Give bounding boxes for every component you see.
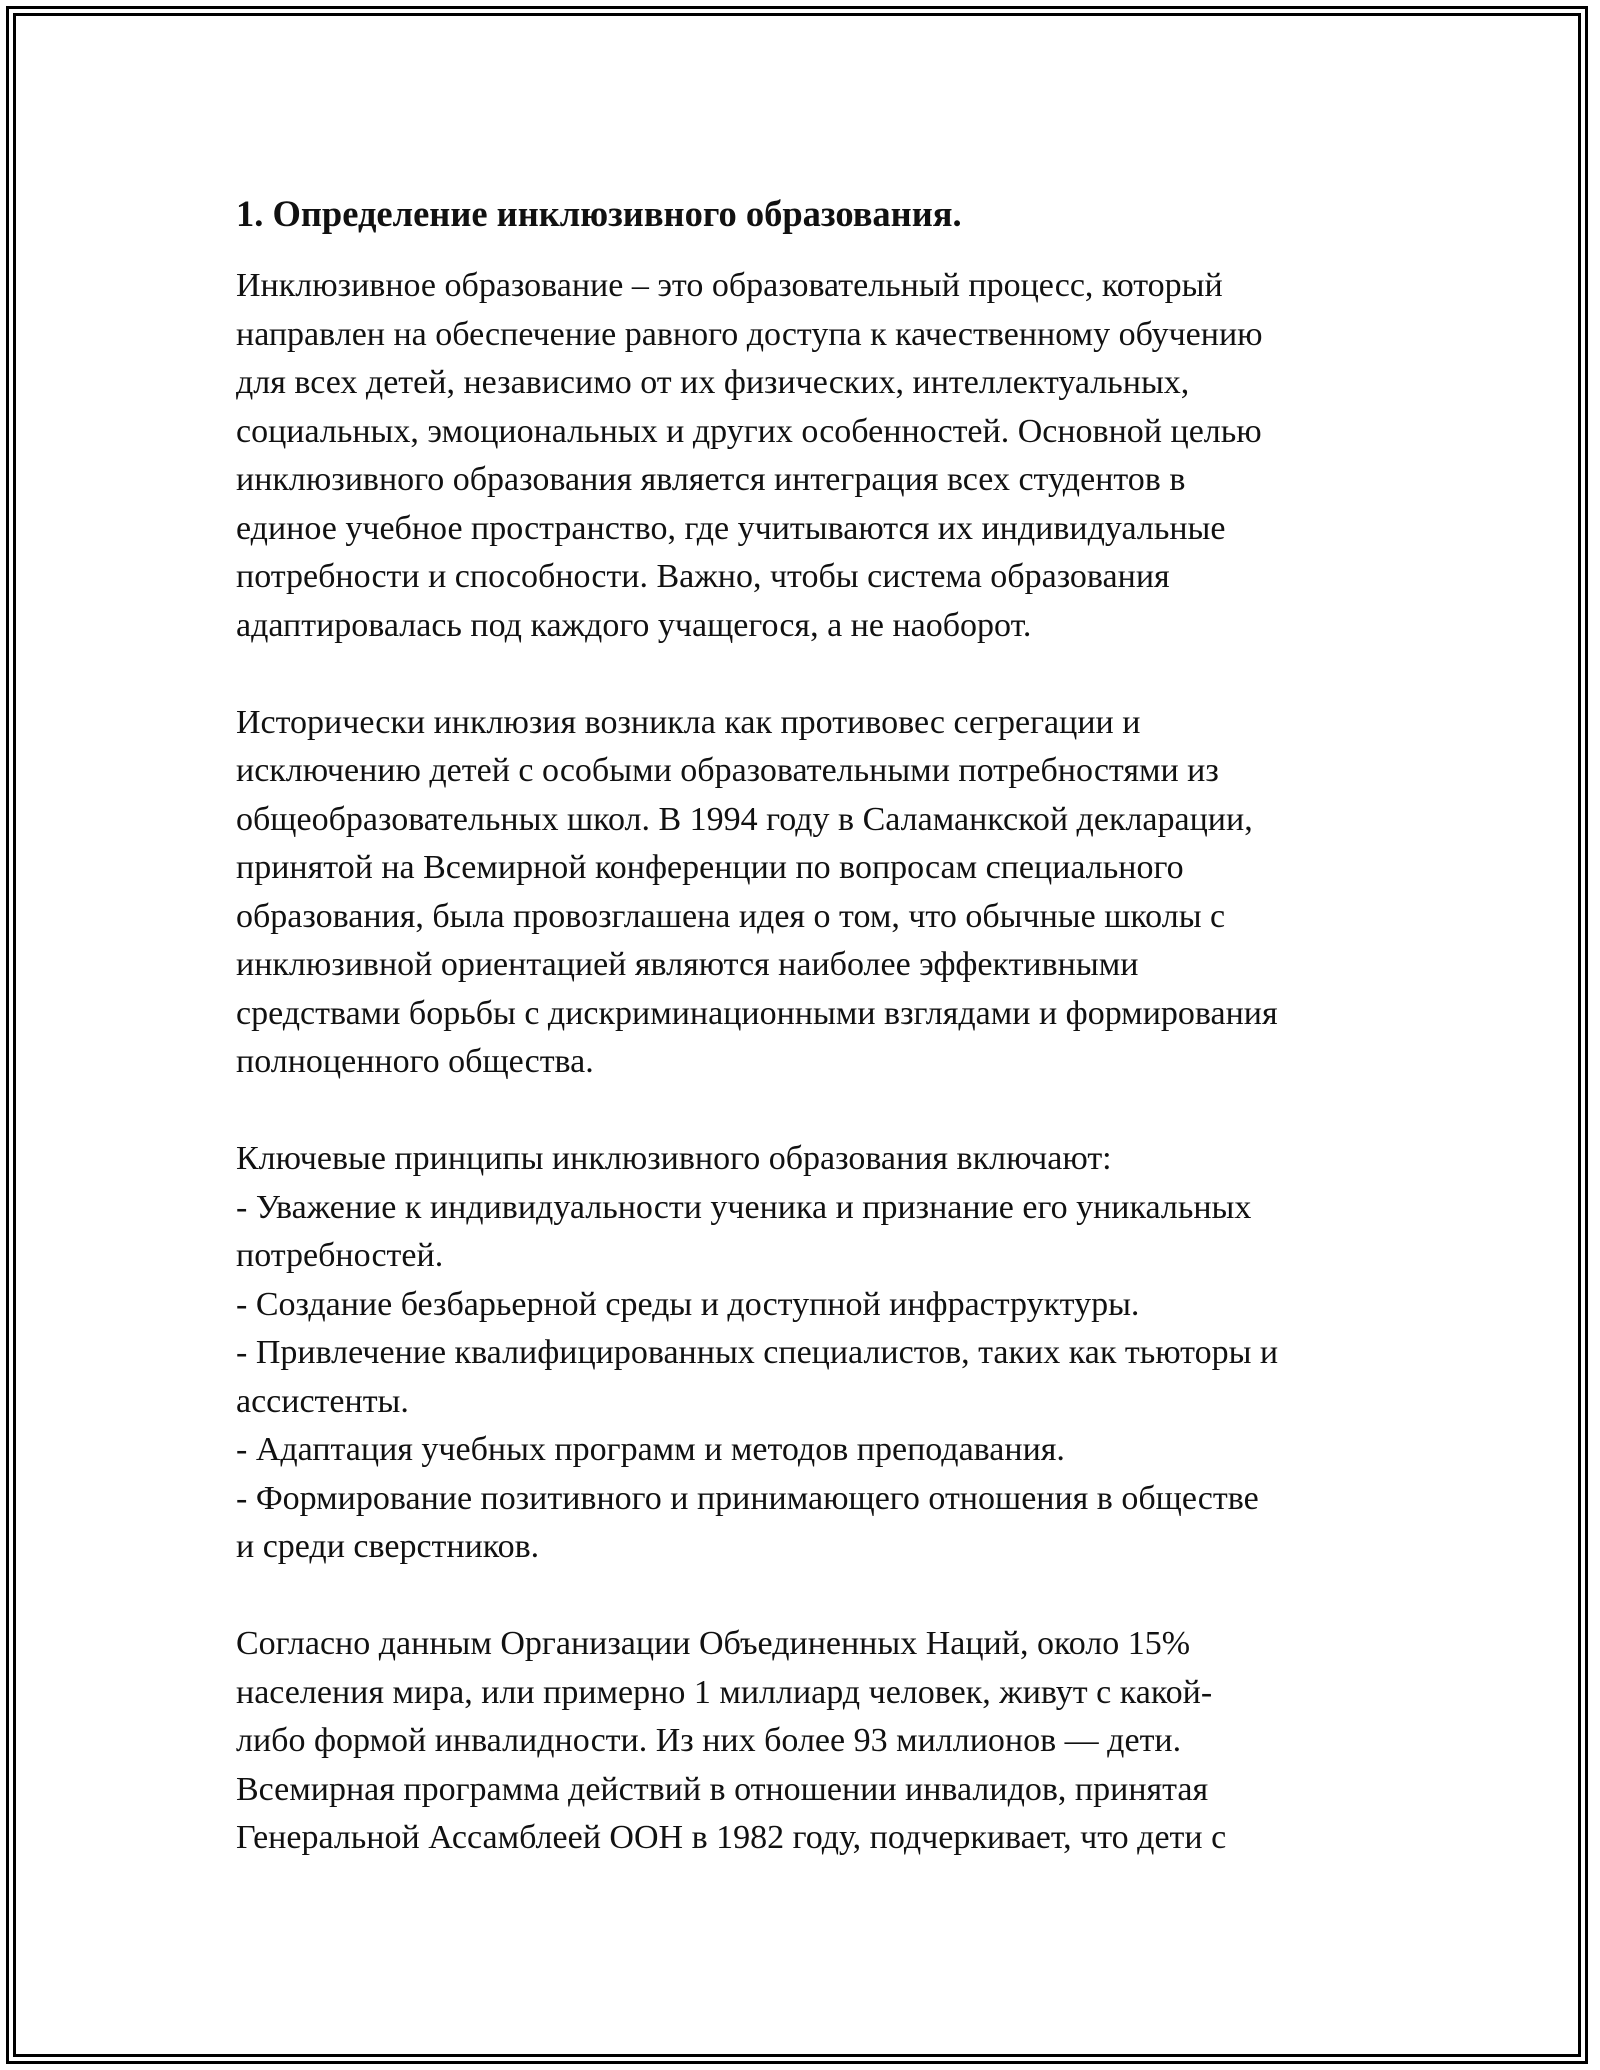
text-line: Исторически инклюзия возникла как противовес сегрегации и [236, 703, 1141, 741]
text-line: направлен на обеспечение равного доступа к качественному обучению [236, 315, 1263, 353]
text-line: средствами борьбы с дискриминационными взглядами и формирования [236, 994, 1278, 1032]
list-item-line: и среди сверстников. [236, 1528, 540, 1565]
text-line: инклюзивной ориентацией являются наиболее эффективными [236, 946, 1139, 983]
text-line: Всемирная программа действий в отношении инвалидов, принятая [236, 1770, 1209, 1808]
text-line: Согласно данным Организации Объединенных Наций, около 15% [236, 1625, 1191, 1662]
document-body [236, 190, 1376, 1911]
paragraph-principles [236, 1135, 1376, 1572]
text-line: адаптировалась под каждого учащегося, а не наоборот. [236, 606, 1032, 644]
text-line: Инклюзивное образование – это образовательный процесс, который [236, 267, 1223, 304]
paragraph-statistics [236, 1620, 1376, 1863]
text-line: общеобразовательных школ. В 1994 году в Саламанкской декларации, [236, 800, 1253, 838]
list-item-line: ассистенты. [236, 1382, 409, 1420]
list-item-line: потребностей. [236, 1237, 444, 1274]
text-line: либо формой инвалидности. Из них более 93 миллионов — дети. [236, 1722, 1182, 1759]
text-line: исключению детей с особыми образовательными потребностями из [236, 752, 1219, 789]
text-line: принятой на Всемирной конференции по вопросам специального [236, 849, 1184, 886]
text-line: населения мира, или примерно 1 миллиард человек, живут с какой- [236, 1673, 1213, 1711]
text-line: образования, была провозглашена идея о том, что обычные школы с [236, 897, 1226, 935]
paragraph-history [236, 699, 1376, 1087]
text-line: Генеральной Ассамблеей ООН в 1982 году, подчеркивает, что дети с [236, 1819, 1227, 1856]
text-line: для всех детей, независимо от их физических, интеллектуальных, [236, 364, 1190, 401]
list-item-line: - Привлечение квалифицированных специалистов, таких как тьюторы и [236, 1334, 1279, 1371]
list-item-line: - Уважение к индивидуальности ученика и признание его уникальных [236, 1188, 1252, 1226]
text-line: единое учебное пространство, где учитываются их индивидуальные [236, 509, 1226, 547]
list-item-line: - Создание безбарьерной среды и доступной инфраструктуры. [236, 1285, 1140, 1323]
list-item-line: - Формирование позитивного и принимающего отношения в обществе [236, 1479, 1259, 1517]
text-line: социальных, эмоциональных и других особенностей. Основной целью [236, 412, 1262, 450]
paragraph-definition [236, 262, 1376, 650]
list-item-line: - Адаптация учебных программ и методов преподавания. [236, 1431, 1065, 1468]
text-line: инклюзивного образования является интеграция всех студентов в [236, 461, 1186, 498]
text-line: Ключевые принципы инклюзивного образования включают: [236, 1140, 1112, 1177]
section-heading: 1. Определение инклюзивного образования. [236, 193, 962, 234]
text-line: полноценного общества. [236, 1043, 594, 1080]
text-line: потребности и способности. Важно, чтобы система образования [236, 558, 1170, 595]
